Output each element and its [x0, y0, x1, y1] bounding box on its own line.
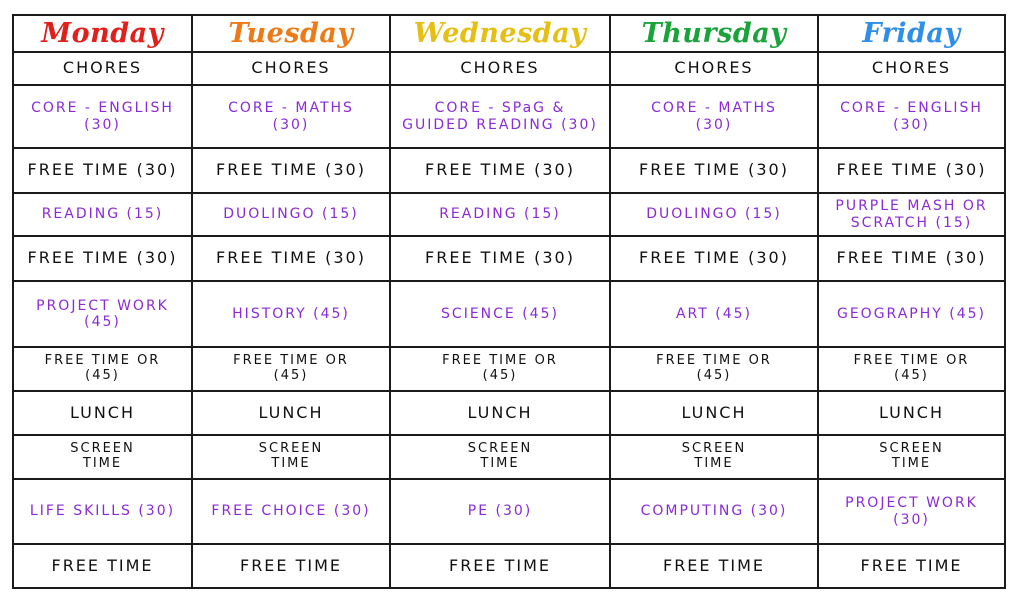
cell-text: SCIENCE (45)	[441, 305, 559, 322]
cell-text: FREE TIME OR (45)	[442, 353, 558, 383]
weekly-timetable	[12, 14, 1006, 589]
activity-1-cell-friday	[818, 193, 1005, 236]
cell-text: FREE TIME	[51, 555, 154, 575]
lunch-cell-tuesday	[192, 391, 390, 435]
cell-text: SCREEN TIME	[879, 441, 944, 471]
cell-text: CORE - MATHS (30)	[651, 100, 777, 133]
cell-text: FREE TIME OR (45)	[233, 353, 349, 383]
chores-cell-thursday	[610, 52, 818, 85]
chores-cell-monday	[13, 52, 192, 85]
subject-row	[13, 281, 1005, 347]
core-cell-friday	[818, 85, 1005, 148]
day-header-tuesday: Tuesday	[192, 15, 390, 52]
free-time-or-cell-thursday	[610, 347, 818, 391]
cell-text: FREE TIME	[448, 555, 552, 575]
cell-text: FREE TIME (30)	[836, 248, 987, 268]
activity-row-1	[13, 193, 1005, 236]
free-time-1-cell-friday	[818, 148, 1005, 193]
cell-text: SCREEN TIME	[467, 441, 533, 471]
cell-text: CORE - ENGLISH (30)	[31, 100, 174, 133]
cell-text: CORE - SPaG & GUIDED READING (30)	[402, 100, 598, 133]
cell-text: FREE TIME OR (45)	[853, 353, 970, 383]
cell-text: PE (30)	[467, 503, 533, 520]
free-time-end-row	[13, 544, 1005, 588]
subject-cell-wednesday	[390, 281, 610, 347]
free-time-row-2	[13, 236, 1005, 281]
afternoon-cell-wednesday	[390, 479, 610, 544]
core-cell-wednesday	[390, 85, 610, 148]
subject-cell-thursday	[610, 281, 818, 347]
afternoon-cell-thursday	[610, 479, 818, 544]
day-header-thursday: Thursday	[610, 15, 818, 52]
cell-text: LUNCH	[258, 402, 324, 422]
free-time-row-1	[13, 148, 1005, 193]
cell-text: CHORES	[251, 58, 331, 78]
afternoon-row	[13, 479, 1005, 544]
day-header-monday: Monday	[13, 15, 192, 52]
free-time-1-cell-wednesday	[390, 148, 610, 193]
cell-text: ART (45)	[675, 305, 753, 322]
cell-text: FREE TIME (30)	[836, 160, 987, 180]
screen-time-row	[13, 435, 1005, 479]
screen-time-cell-friday	[818, 435, 1005, 479]
cell-text: DUOLINGO (15)	[646, 206, 782, 223]
cell-text: PROJECT WORK (30)	[845, 495, 978, 528]
free-time-or-cell-wednesday	[390, 347, 610, 391]
free-time-2-cell-monday	[13, 236, 192, 281]
subject-cell-friday	[818, 281, 1005, 347]
free-time-end-cell-thursday	[610, 544, 818, 588]
activity-1-cell-monday	[13, 193, 192, 236]
day-header-friday: Friday	[818, 15, 1005, 52]
activity-1-cell-thursday	[610, 193, 818, 236]
cell-text: SCREEN TIME	[681, 441, 747, 471]
cell-text: SCREEN TIME	[258, 441, 324, 471]
afternoon-cell-monday	[13, 479, 192, 544]
cell-text: FREE TIME	[239, 555, 343, 575]
screen-time-cell-thursday	[610, 435, 818, 479]
cell-text: FREE TIME OR (45)	[656, 353, 772, 383]
cell-text: DUOLINGO (15)	[223, 206, 359, 223]
cell-text: FREE TIME OR (45)	[44, 353, 161, 383]
cell-text: FREE TIME (30)	[425, 160, 575, 180]
cell-text: LUNCH	[467, 402, 533, 422]
lunch-cell-monday	[13, 391, 192, 435]
cell-text: CHORES	[62, 58, 143, 78]
cell-text: CORE - ENGLISH (30)	[840, 100, 983, 133]
free-time-1-cell-tuesday	[192, 148, 390, 193]
free-time-2-cell-wednesday	[390, 236, 610, 281]
chores-row	[13, 52, 1005, 85]
day-header-row	[13, 15, 1005, 52]
screen-time-cell-tuesday	[192, 435, 390, 479]
cell-text: CHORES	[674, 58, 754, 78]
subject-cell-tuesday	[192, 281, 390, 347]
cell-text: FREE TIME (30)	[425, 248, 575, 268]
cell-text: COMPUTING (30)	[640, 503, 788, 520]
screen-time-cell-wednesday	[390, 435, 610, 479]
free-time-2-cell-friday	[818, 236, 1005, 281]
lunch-cell-thursday	[610, 391, 818, 435]
lunch-cell-wednesday	[390, 391, 610, 435]
afternoon-cell-tuesday	[192, 479, 390, 544]
core-cell-tuesday	[192, 85, 390, 148]
cell-text: FREE TIME	[860, 555, 963, 575]
screen-time-cell-monday	[13, 435, 192, 479]
free-time-2-cell-thursday	[610, 236, 818, 281]
free-time-or-row	[13, 347, 1005, 391]
free-time-1-cell-monday	[13, 148, 192, 193]
free-time-1-cell-thursday	[610, 148, 818, 193]
activity-1-cell-tuesday	[192, 193, 390, 236]
free-time-or-cell-monday	[13, 347, 192, 391]
cell-text: FREE TIME	[662, 555, 766, 575]
core-cell-monday	[13, 85, 192, 148]
cell-text: PURPLE MASH OR SCRATCH (15)	[835, 198, 988, 231]
cell-text: CORE - MATHS (30)	[228, 100, 354, 133]
cell-text: FREE CHOICE (30)	[211, 503, 371, 520]
free-time-or-cell-friday	[818, 347, 1005, 391]
cell-text: FREE TIME (30)	[639, 160, 789, 180]
cell-text: GEOGRAPHY (45)	[836, 305, 986, 322]
cell-text: FREE TIME (30)	[216, 248, 366, 268]
core-row	[13, 85, 1005, 148]
cell-text: HISTORY (45)	[232, 305, 350, 322]
chores-cell-wednesday	[390, 52, 610, 85]
free-time-end-cell-tuesday	[192, 544, 390, 588]
chores-cell-tuesday	[192, 52, 390, 85]
lunch-row	[13, 391, 1005, 435]
lunch-cell-friday	[818, 391, 1005, 435]
cell-text: CHORES	[871, 58, 952, 78]
core-cell-thursday	[610, 85, 818, 148]
cell-text: LIFE SKILLS (30)	[29, 503, 176, 520]
free-time-end-cell-friday	[818, 544, 1005, 588]
cell-text: FREE TIME (30)	[27, 160, 178, 180]
cell-text: SCREEN TIME	[70, 441, 135, 471]
free-time-or-cell-tuesday	[192, 347, 390, 391]
activity-1-cell-wednesday	[390, 193, 610, 236]
cell-text: FREE TIME (30)	[27, 248, 178, 268]
day-header-wednesday: Wednesday	[390, 15, 610, 52]
subject-cell-monday	[13, 281, 192, 347]
cell-text: LUNCH	[681, 402, 747, 422]
cell-text: READING (15)	[41, 206, 164, 223]
cell-text: CHORES	[460, 58, 540, 78]
cell-text: LUNCH	[879, 402, 944, 422]
cell-text: READING (15)	[439, 206, 561, 223]
cell-text: LUNCH	[70, 402, 135, 422]
cell-text: PROJECT WORK (45)	[36, 297, 169, 330]
afternoon-cell-friday	[818, 479, 1005, 544]
free-time-end-cell-wednesday	[390, 544, 610, 588]
free-time-2-cell-tuesday	[192, 236, 390, 281]
free-time-end-cell-monday	[13, 544, 192, 588]
cell-text: FREE TIME (30)	[639, 248, 789, 268]
cell-text: FREE TIME (30)	[216, 160, 366, 180]
chores-cell-friday	[818, 52, 1005, 85]
